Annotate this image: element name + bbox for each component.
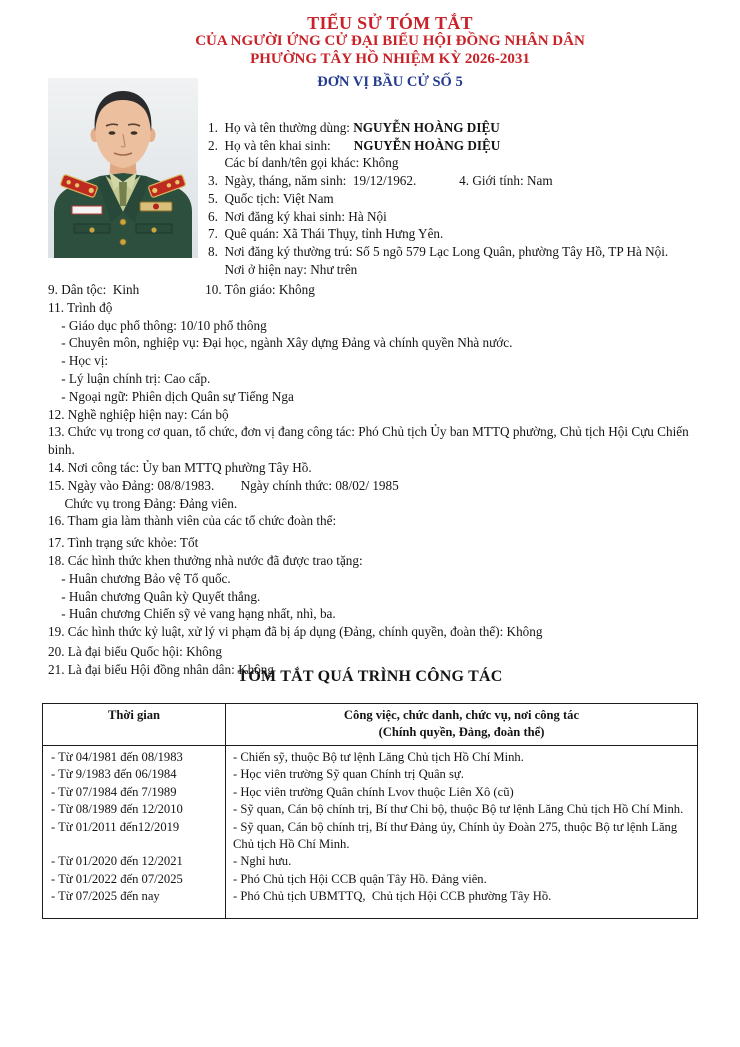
info-line-award-2: - Huân chương Quân kỳ Quyết thắng. <box>48 588 261 604</box>
row-desc: - Phó Chủ tịch Hội CCB quận Tây Hồ. Đảng viên. <box>233 871 487 886</box>
info-line-award-3: - Huân chương Chiến sỹ vẻ vang hạng nhất, nhì, ba. <box>48 606 336 622</box>
column-header-work-line2: (Chính quyền, Đảng, đoàn thể) <box>378 724 545 739</box>
page-title: TIỂU SỬ TÓM TẮT <box>307 13 473 33</box>
info-line-occupation: 12. Nghề nghiệp hiện nay: Cán bộ <box>48 406 229 422</box>
row-desc: - Chiến sỹ, thuộc Bộ tư lệnh Lăng Chủ tịch Hồ Chí Minh. <box>233 750 524 764</box>
info-line-organizations: 16. Tham gia làm thành viên của các tổ chức đoàn thể: <box>48 513 337 529</box>
row-desc: - Sỹ quan, Cán bộ chính trị, Bí thư Chi bộ, thuộc Bộ tư lệnh Lăng Chủ tịch Hồ Chí Minh. <box>233 802 684 817</box>
candidate-photo <box>48 78 198 258</box>
personal-info-main <box>48 281 718 679</box>
info-line-residence: 8. Nơi đăng ký thường trú: Số 5 ngõ 579 Lạc Long Quân, phường Tây Hồ, TP Hà Nội. <box>208 243 669 259</box>
info-line-current-residence: Nơi ở hiện nay: Như trên <box>208 261 358 277</box>
info-line-workplace: 14. Nơi công tác: Ủy ban MTTQ phường Tây Hồ. <box>48 459 312 475</box>
info-line-nationality: 5. Quốc tịch: Việt Nam <box>208 190 334 206</box>
info-line-health: 17. Tình trạng sức khỏe: Tốt <box>48 535 199 551</box>
info-line-awards-heading: 18. Các hình thức khen thưởng nhà nước đã được trao tặng: <box>48 552 363 568</box>
info-line-birthdate-gender: 3. Ngày, tháng, năm sinh: 19/12/1962. 4. Giới tính: Nam <box>208 173 553 189</box>
work-history-title: TÓM TẮT QUÁ TRÌNH CÔNG TÁC <box>237 668 503 685</box>
document-subtitle-1: CỦA NGƯỜI ỨNG CỬ ĐẠI BIỂU HỘI ĐỒNG NHÂN DÂN <box>195 33 585 49</box>
medal-badge <box>140 202 172 211</box>
info-line-education-heading: 11. Trình độ <box>48 299 113 315</box>
info-line-party-dates: 15. Ngày vào Đảng: 08/8/1983. Ngày chính thức: 08/02/ 1985 <box>48 477 399 493</box>
info-line-general-education: - Giáo dục phổ thông: 10/10 phổ thông <box>48 317 267 333</box>
row-desc: - Học viên trường Quân chính Lvov thuộc Liên Xô (cũ) <box>233 784 514 799</box>
name-tag <box>72 206 102 214</box>
info-line-common-name <box>208 119 730 137</box>
row-time: - Từ 01/2020 đến 12/2021 <box>43 853 226 870</box>
row-time: - Từ 01/2011 đến12/2019 <box>43 819 226 854</box>
info-line-discipline: 19. Các hình thức kỷ luật, xử lý vi phạm đã bị áp dụng (Đảng, chính quyền, đoàn thể): Không <box>48 624 543 640</box>
info-line-birth-name <box>208 137 730 155</box>
info-line-birth-registration: 6. Nơi đăng ký khai sinh: Hà Nội <box>208 208 387 224</box>
work-history-table <box>42 703 698 919</box>
info-line-foreign-language: - Ngoại ngữ: Phiên dịch Quân sự Tiếng Nga <box>48 388 294 404</box>
info-line-party-position: Chức vụ trong Đảng: Đảng viên. <box>48 495 238 511</box>
info-line-national-assembly: 20. Là đại biểu Quốc hội: Không <box>48 643 222 659</box>
row-desc: - Phó Chủ tịch UBMTTQ, Chủ tịch Hội CCB phường Tây Hồ. <box>233 889 552 904</box>
row-time: - Từ 9/1983 đến 06/1984 <box>43 766 226 783</box>
candidate-birth-name: NGUYỄN HOÀNG DIỆU <box>353 137 501 153</box>
election-unit-label: ĐƠN VỊ BẦU CỬ SỐ 5 <box>317 74 463 90</box>
column-header-work <box>226 704 697 746</box>
row-time: - Từ 01/2022 đến 07/2025 <box>43 871 226 888</box>
row-desc: - Sỹ quan, Cán bộ chính trị, Bí thư Đảng ủy, Chính ủy Đoàn 275, thuộc Bộ tư lệnh Lăng Chủ tịch Hồ Chí Minh. <box>233 819 681 852</box>
info-line-ethnicity-religion: 9. Dân tộc: Kinh 10. Tôn giáo: Không <box>48 282 315 297</box>
info-line-aliases: Các bí danh/tên gọi khác: Không <box>208 155 399 171</box>
info-line-position: 13. Chức vụ trong cơ quan, tổ chức, đơn vị đang công tác: Phó Chủ tịch Ủy ban MTTQ phường, Chủ tịch Hội Cựu Chiến binh. <box>48 424 692 458</box>
row-time: - Từ 08/1989 đến 12/2010 <box>43 801 226 818</box>
personal-info-right <box>208 119 730 278</box>
info-line-peoples-council: 21. Là đại biểu Hội đồng nhân dân: Không <box>48 661 274 677</box>
row-desc: - Học viên trường Sỹ quan Chính trị Quân sự. <box>233 767 464 782</box>
info-line-academic-degree: - Học vị: <box>48 353 109 369</box>
info-line-award-1: - Huân chương Bảo vệ Tổ quốc. <box>48 570 231 586</box>
info-text: 2. Họ và tên khai sinh: <box>208 137 354 153</box>
column-header-work-line1: Công việc, chức danh, chức vụ, nơi công tác <box>343 708 580 722</box>
row-time: - Từ 07/2025 đến nay <box>43 888 226 917</box>
info-line-political-theory: - Lý luận chính trị: Cao cấp. <box>48 370 211 386</box>
info-line-hometown: 7. Quê quán: Xã Thái Thụy, tỉnh Hưng Yên. <box>208 226 444 242</box>
portrait-illustration <box>48 78 198 258</box>
row-time: - Từ 07/1984 đến 7/1989 <box>43 784 226 801</box>
column-header-time: Thời gian <box>43 704 226 746</box>
info-line-professional: - Chuyên môn, nghiệp vụ: Đại học, ngành Xây dựng Đảng và chính quyền Nhà nước. <box>48 335 513 351</box>
row-time: - Từ 04/1981 đến 08/1983 <box>43 746 226 766</box>
candidate-name: NGUYỄN HOÀNG DIỆU <box>353 120 500 135</box>
info-text: 1. Họ và tên thường dùng: <box>208 120 354 135</box>
document-subtitle-2: PHƯỜNG TÂY HỒ NHIỆM KỲ 2026-2031 <box>250 50 530 67</box>
row-desc: - Nghỉ hưu. <box>233 854 292 869</box>
